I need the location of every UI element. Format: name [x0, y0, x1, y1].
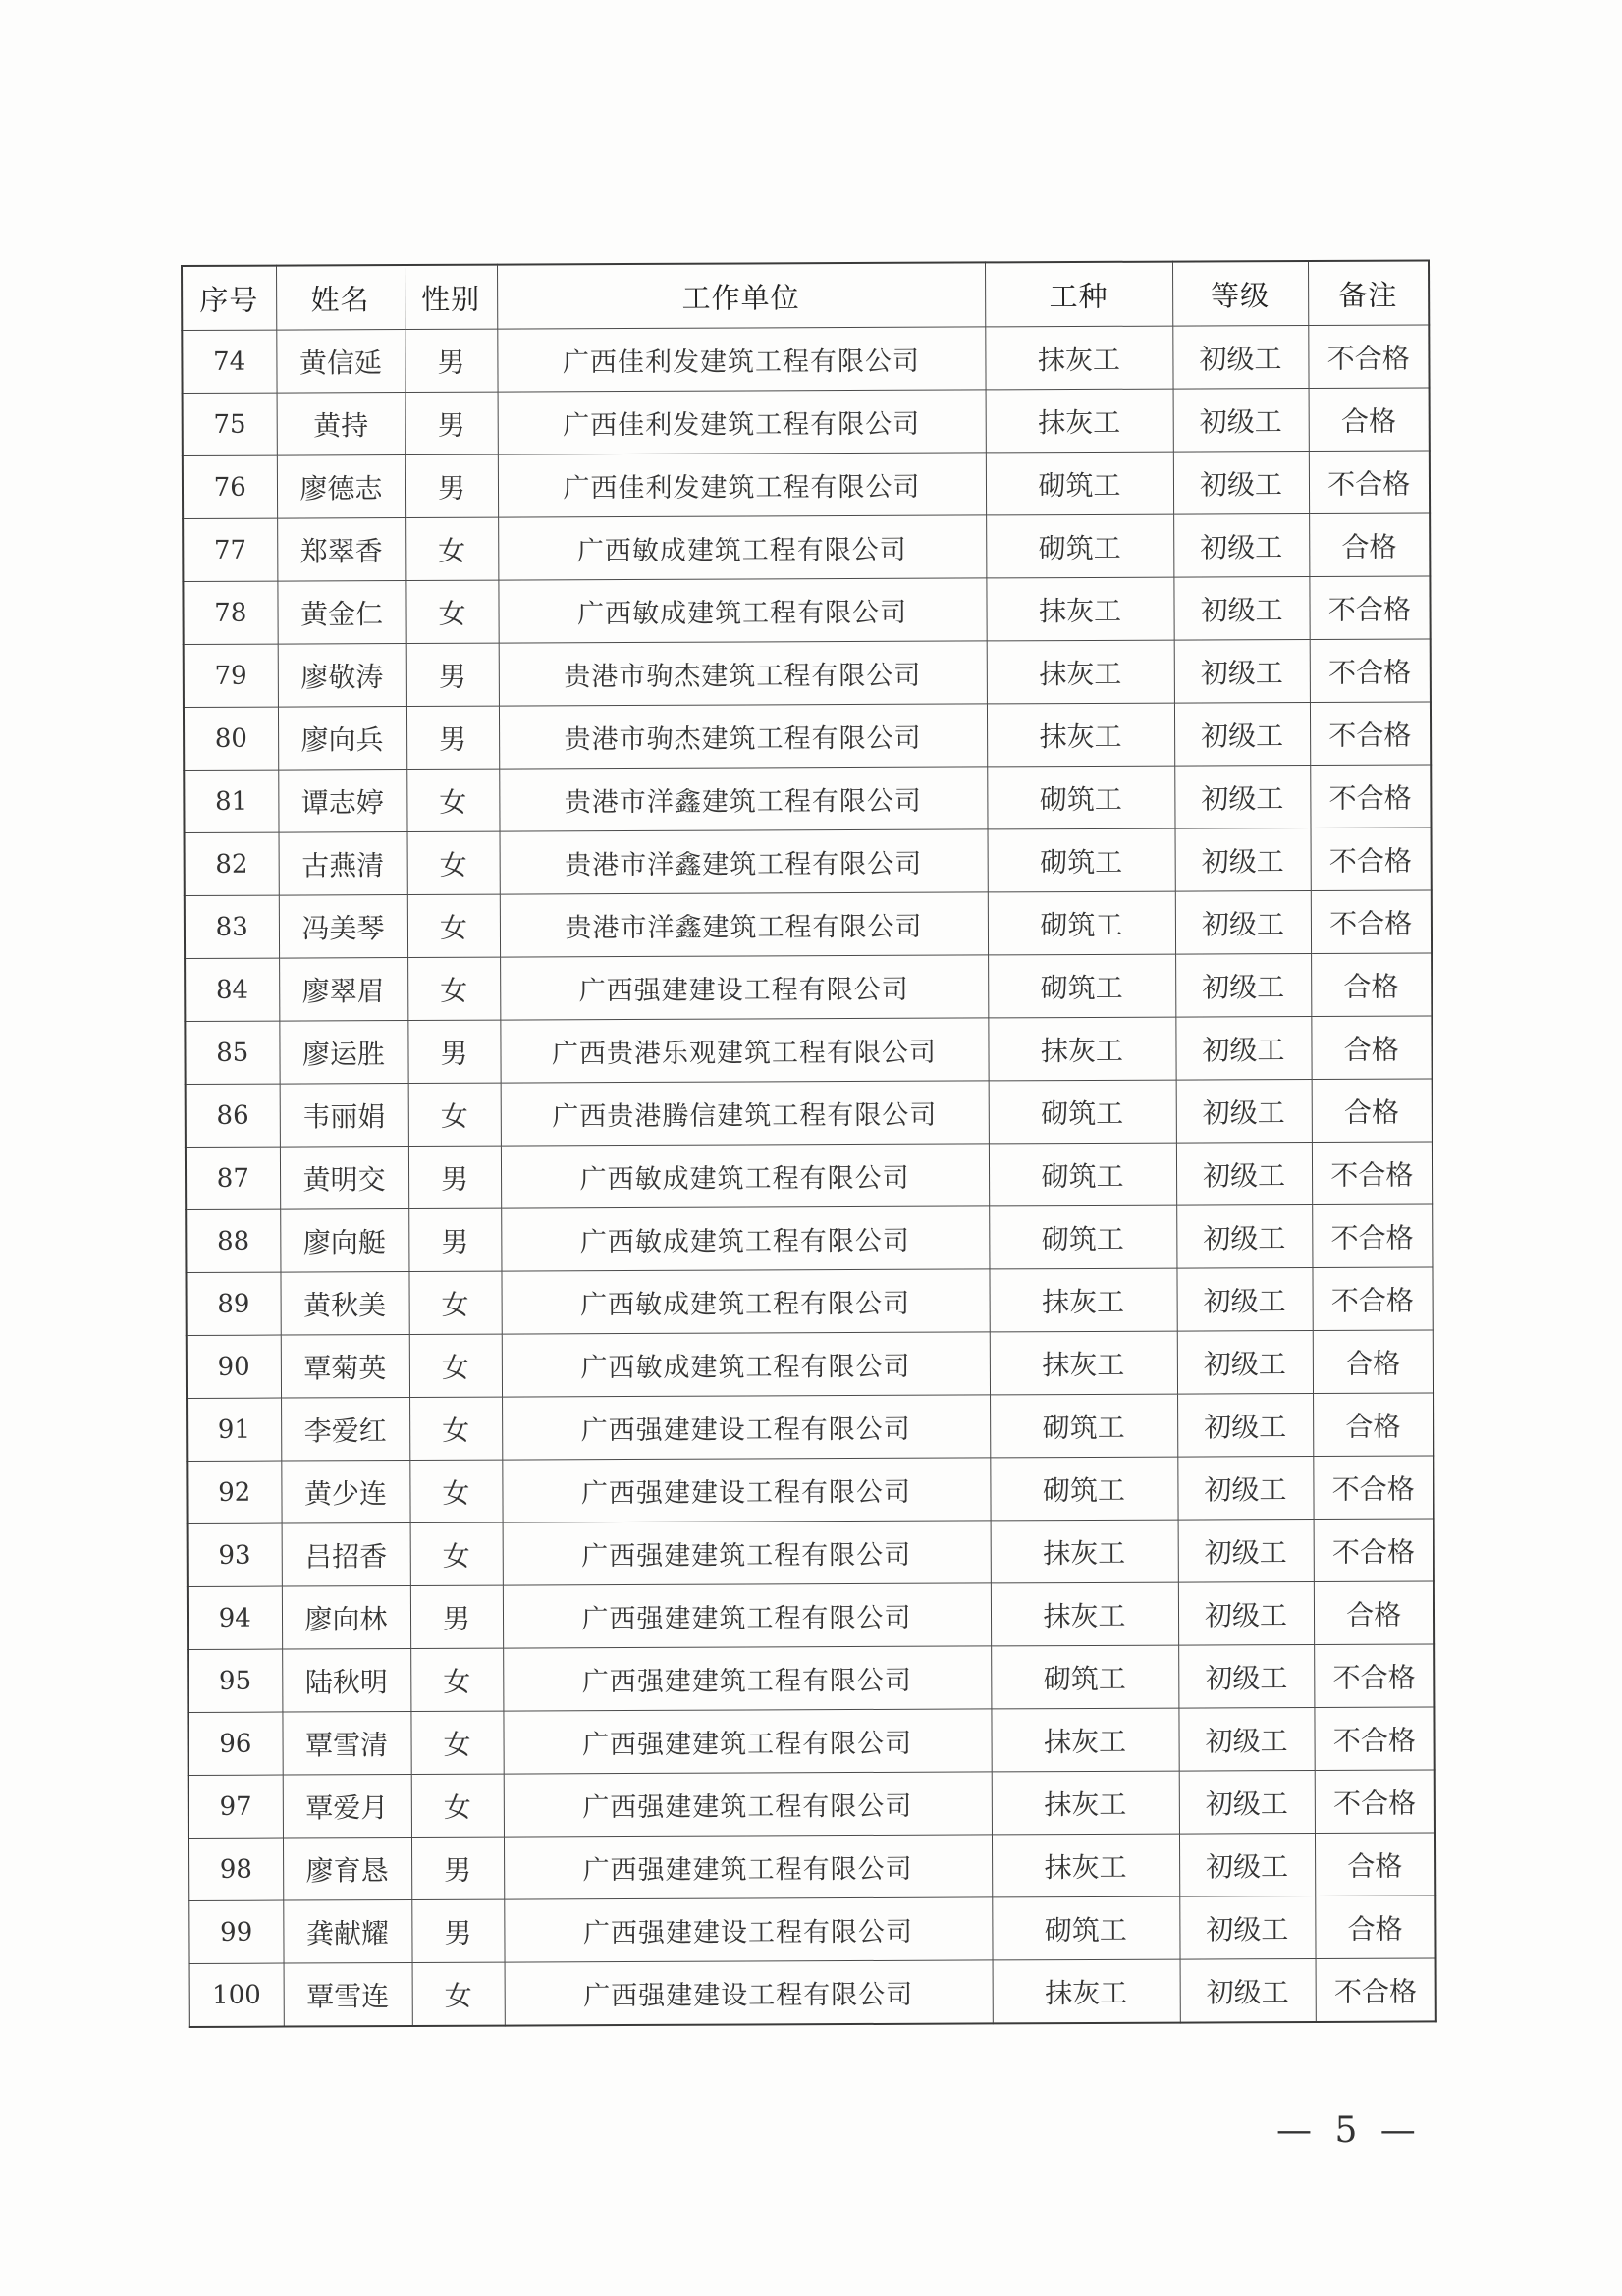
table-row	[184, 702, 1431, 771]
cell-serial: 76	[183, 455, 277, 518]
cell-trade: 砌筑工	[986, 452, 1173, 515]
cell-level: 初级工	[1175, 1016, 1311, 1080]
cell-serial: 80	[184, 707, 278, 770]
cell-remark: 不合格	[1316, 1958, 1436, 2022]
cell-name: 覃爱月	[283, 1774, 411, 1838]
cell-trade: 抹灰工	[986, 577, 1173, 641]
cell-gender: 男	[408, 1208, 501, 1271]
cell-trade: 砌筑工	[992, 1896, 1179, 1960]
header-work-unit: 工作单位	[497, 262, 985, 329]
cell-serial: 89	[186, 1272, 280, 1335]
cell-level: 初级工	[1180, 1958, 1316, 2022]
cell-name: 古燕清	[279, 831, 407, 895]
cell-level: 初级工	[1178, 1707, 1314, 1771]
cell-gender: 女	[407, 831, 500, 894]
cell-name: 黄少连	[281, 1460, 409, 1523]
cell-work-unit: 广西贵港腾信建筑工程有限公司	[501, 1081, 989, 1146]
cell-level: 初级工	[1174, 639, 1310, 703]
cell-level: 初级工	[1177, 1393, 1313, 1457]
cell-remark: 不合格	[1312, 1204, 1433, 1268]
cell-level: 初级工	[1176, 1142, 1312, 1205]
cell-serial: 82	[185, 832, 279, 895]
cell-level: 初级工	[1176, 1079, 1312, 1143]
cell-remark: 合格	[1311, 953, 1432, 1017]
cell-gender: 女	[410, 1648, 503, 1711]
cell-serial: 95	[188, 1649, 282, 1712]
cell-name: 陆秋明	[282, 1648, 410, 1712]
cell-trade: 砌筑工	[991, 1645, 1178, 1709]
cell-remark: 不合格	[1312, 1267, 1433, 1331]
cell-level: 初级工	[1175, 953, 1311, 1017]
cell-trade: 砌筑工	[987, 766, 1174, 829]
cell-work-unit: 贵港市洋鑫建筑工程有限公司	[500, 892, 988, 957]
cell-trade: 砌筑工	[990, 1394, 1177, 1458]
cell-remark: 不合格	[1311, 890, 1432, 954]
cell-serial: 83	[185, 895, 279, 958]
cell-work-unit: 贵港市驹杰建筑工程有限公司	[499, 641, 987, 706]
cell-serial: 97	[189, 1775, 283, 1838]
cell-remark: 不合格	[1314, 1519, 1434, 1582]
cell-gender: 女	[406, 769, 499, 831]
cell-name: 李爱红	[281, 1397, 409, 1461]
header-serial: 序号	[182, 266, 276, 331]
cell-trade: 砌筑工	[989, 1205, 1176, 1269]
table-row	[184, 765, 1431, 833]
table-row	[188, 1707, 1434, 1776]
cell-work-unit: 广西强建建筑工程有限公司	[503, 1646, 991, 1711]
cell-remark: 合格	[1309, 513, 1430, 577]
table-row	[189, 1958, 1436, 2027]
header-remark: 备注	[1308, 260, 1429, 325]
header-name: 姓名	[276, 265, 405, 330]
cell-trade: 抹灰工	[989, 1268, 1176, 1332]
cell-serial: 86	[186, 1084, 280, 1147]
cell-remark: 不合格	[1309, 451, 1430, 514]
cell-remark: 不合格	[1308, 325, 1429, 389]
cell-work-unit: 广西强建建设工程有限公司	[500, 955, 988, 1020]
table-row	[188, 1644, 1434, 1713]
cell-gender: 女	[411, 1774, 504, 1837]
cell-remark: 合格	[1312, 1079, 1433, 1143]
cell-serial: 91	[187, 1398, 281, 1461]
cell-name: 廖向林	[282, 1585, 410, 1649]
cell-work-unit: 广西强建建设工程有限公司	[502, 1395, 990, 1460]
cell-serial: 94	[188, 1586, 282, 1649]
table-row	[185, 890, 1432, 959]
cell-remark: 不合格	[1313, 1456, 1433, 1520]
cell-gender: 男	[406, 706, 499, 769]
cell-trade: 砌筑工	[988, 891, 1175, 955]
cell-name: 廖翠眉	[279, 957, 407, 1021]
cell-remark: 合格	[1315, 1896, 1435, 1959]
table-row	[189, 1833, 1435, 1901]
cell-trade: 砌筑工	[989, 1143, 1176, 1206]
cell-name: 冯美琴	[279, 894, 407, 958]
table-row	[185, 828, 1432, 896]
cell-work-unit: 广西敏成建筑工程有限公司	[501, 1144, 989, 1208]
cell-serial: 85	[185, 1021, 279, 1084]
cell-level: 初级工	[1179, 1770, 1315, 1834]
table-row	[185, 1016, 1432, 1085]
cell-remark: 不合格	[1312, 1142, 1433, 1205]
table-row	[187, 1456, 1433, 1524]
cell-remark: 不合格	[1314, 1644, 1434, 1708]
cell-level: 初级工	[1176, 1204, 1312, 1268]
cell-trade: 砌筑工	[986, 514, 1173, 578]
cell-name: 覃雪连	[284, 1962, 412, 2026]
cell-serial: 81	[184, 770, 278, 832]
cell-serial: 78	[183, 581, 277, 644]
cell-name: 郑翠香	[277, 518, 406, 582]
cell-remark: 不合格	[1315, 1770, 1435, 1834]
cell-gender: 女	[407, 894, 500, 957]
cell-name: 黄金仁	[277, 581, 406, 645]
table-row	[187, 1393, 1433, 1462]
cell-remark: 不合格	[1310, 765, 1431, 828]
cell-remark: 不合格	[1309, 576, 1430, 640]
cell-gender: 女	[409, 1397, 502, 1460]
cell-level: 初级工	[1176, 1267, 1312, 1331]
cell-serial: 96	[188, 1712, 282, 1775]
cell-gender: 女	[408, 1083, 501, 1146]
cell-name: 覃雪清	[282, 1711, 410, 1775]
cell-name: 谭志婷	[278, 770, 406, 833]
table-row	[186, 1079, 1433, 1148]
cell-trade: 砌筑工	[990, 1457, 1177, 1521]
page-number: — 5 —	[1276, 2110, 1422, 2151]
cell-gender: 男	[406, 454, 498, 517]
cell-remark: 不合格	[1310, 702, 1431, 766]
cell-work-unit: 广西佳利发建筑工程有限公司	[498, 453, 986, 517]
cell-work-unit: 广西贵港乐观建筑工程有限公司	[500, 1018, 988, 1083]
cell-serial: 90	[187, 1335, 281, 1398]
cell-level: 初级工	[1177, 1330, 1313, 1394]
table-row	[188, 1519, 1434, 1587]
cell-serial: 79	[184, 644, 278, 707]
cell-serial: 92	[187, 1461, 281, 1523]
cell-serial: 93	[188, 1523, 282, 1586]
cell-name: 韦丽娟	[280, 1083, 408, 1147]
cell-remark: 合格	[1314, 1581, 1434, 1645]
cell-work-unit: 广西敏成建筑工程有限公司	[501, 1269, 989, 1334]
table-row	[183, 388, 1430, 456]
cell-remark: 合格	[1309, 388, 1430, 452]
cell-work-unit: 广西敏成建筑工程有限公司	[501, 1206, 989, 1271]
table-body	[182, 325, 1436, 2027]
cell-gender: 女	[410, 1711, 503, 1774]
table-row	[184, 639, 1431, 708]
cell-name: 廖向艇	[280, 1208, 408, 1272]
cell-name: 黄明交	[280, 1146, 408, 1209]
table-row	[186, 1267, 1433, 1336]
cell-name: 龚献耀	[283, 1899, 411, 1963]
cell-trade: 抹灰工	[990, 1331, 1177, 1395]
cell-name: 廖敬涛	[278, 644, 406, 708]
cell-name: 廖向兵	[278, 707, 406, 771]
cell-name: 黄秋美	[280, 1271, 408, 1335]
cell-level: 初级工	[1173, 513, 1309, 577]
cell-gender: 女	[409, 1334, 502, 1397]
table-row	[186, 1204, 1433, 1273]
cell-remark: 合格	[1311, 1016, 1432, 1080]
cell-trade: 抹灰工	[986, 389, 1173, 453]
cell-trade: 抹灰工	[987, 640, 1174, 704]
cell-gender: 男	[407, 1020, 500, 1083]
cell-level: 初级工	[1172, 325, 1308, 389]
cell-name: 黄持	[277, 393, 406, 456]
table-row	[183, 576, 1430, 645]
roster-table	[181, 259, 1437, 2028]
cell-work-unit: 广西敏成建筑工程有限公司	[502, 1332, 990, 1397]
cell-trade: 抹灰工	[991, 1520, 1178, 1583]
table-row	[189, 1896, 1435, 1964]
cell-level: 初级工	[1174, 702, 1310, 766]
cell-gender: 男	[411, 1837, 504, 1899]
header-trade: 工种	[985, 262, 1172, 327]
cell-work-unit: 广西强建建筑工程有限公司	[503, 1583, 991, 1648]
cell-work-unit: 广西敏成建筑工程有限公司	[498, 515, 986, 580]
cell-name: 吕招香	[282, 1522, 410, 1586]
cell-level: 初级工	[1179, 1833, 1315, 1896]
cell-level: 初级工	[1175, 828, 1311, 891]
cell-serial: 88	[186, 1209, 280, 1272]
cell-trade: 砌筑工	[989, 1080, 1176, 1144]
cell-gender: 女	[409, 1460, 502, 1522]
cell-work-unit: 广西强建建筑工程有限公司	[504, 1772, 992, 1837]
cell-gender: 男	[406, 392, 498, 454]
cell-trade: 抹灰工	[987, 703, 1174, 767]
cell-remark: 合格	[1313, 1393, 1433, 1457]
cell-gender: 男	[405, 329, 497, 392]
cell-trade: 抹灰工	[992, 1834, 1179, 1897]
table-row	[188, 1581, 1434, 1650]
cell-gender: 女	[412, 1962, 505, 2026]
cell-level: 初级工	[1178, 1644, 1314, 1708]
cell-serial: 100	[189, 1963, 284, 2027]
cell-work-unit: 广西强建建设工程有限公司	[505, 1960, 993, 2026]
cell-serial: 84	[185, 958, 279, 1021]
cell-level: 初级工	[1178, 1581, 1314, 1645]
cell-trade: 抹灰工	[993, 1959, 1180, 2023]
table-row	[183, 451, 1430, 519]
cell-gender: 女	[408, 1271, 501, 1334]
cell-serial: 99	[189, 1900, 283, 1963]
cell-gender: 女	[407, 957, 500, 1020]
cell-serial: 98	[189, 1838, 283, 1900]
table-row	[185, 953, 1432, 1022]
cell-trade: 抹灰工	[992, 1771, 1179, 1835]
cell-serial: 74	[182, 330, 276, 393]
cell-serial: 87	[186, 1147, 280, 1209]
header-gender: 性别	[405, 265, 497, 330]
cell-gender: 女	[410, 1522, 503, 1585]
cell-trade: 抹灰工	[985, 326, 1172, 390]
cell-name: 廖育恳	[283, 1837, 411, 1900]
cell-level: 初级工	[1173, 576, 1309, 640]
cell-level: 初级工	[1173, 388, 1309, 452]
cell-name: 黄信延	[276, 330, 405, 394]
cell-level: 初级工	[1174, 765, 1310, 828]
cell-trade: 抹灰工	[991, 1708, 1178, 1772]
cell-work-unit: 广西佳利发建筑工程有限公司	[497, 327, 985, 392]
cell-remark: 合格	[1313, 1330, 1433, 1394]
cell-remark: 不合格	[1310, 639, 1431, 703]
cell-remark: 合格	[1315, 1833, 1435, 1896]
cell-gender: 男	[411, 1899, 504, 1962]
cell-work-unit: 广西强建建筑工程有限公司	[504, 1835, 992, 1899]
cell-serial: 77	[183, 518, 277, 581]
cell-work-unit: 广西强建建筑工程有限公司	[503, 1521, 991, 1585]
table-row	[187, 1330, 1433, 1399]
cell-trade: 抹灰工	[988, 1017, 1175, 1081]
cell-level: 初级工	[1175, 890, 1311, 954]
cell-work-unit: 贵港市洋鑫建筑工程有限公司	[499, 767, 987, 831]
cell-work-unit: 广西强建建筑工程有限公司	[503, 1709, 991, 1774]
cell-trade: 砌筑工	[988, 828, 1175, 892]
cell-trade: 砌筑工	[988, 954, 1175, 1018]
cell-gender: 女	[406, 580, 498, 643]
cell-work-unit: 贵港市驹杰建筑工程有限公司	[499, 704, 987, 769]
header-row	[182, 260, 1429, 330]
cell-serial: 75	[183, 393, 277, 455]
cell-work-unit: 广西强建建设工程有限公司	[502, 1458, 990, 1522]
cell-remark: 不合格	[1314, 1707, 1434, 1771]
cell-work-unit: 贵港市洋鑫建筑工程有限公司	[500, 829, 988, 894]
cell-level: 初级工	[1179, 1896, 1315, 1959]
cell-work-unit: 广西佳利发建筑工程有限公司	[498, 390, 986, 454]
cell-name: 廖运胜	[279, 1020, 407, 1084]
cell-gender: 男	[410, 1585, 503, 1648]
table-row	[186, 1142, 1433, 1210]
table-row	[189, 1770, 1435, 1839]
cell-gender: 男	[406, 643, 499, 706]
cell-work-unit: 广西敏成建筑工程有限公司	[498, 578, 986, 643]
cell-gender: 女	[406, 517, 498, 580]
table-header	[182, 260, 1429, 330]
cell-name: 覃菊英	[281, 1334, 409, 1398]
cell-remark: 不合格	[1311, 828, 1432, 891]
cell-trade: 抹灰工	[991, 1582, 1178, 1646]
table-row	[182, 325, 1429, 394]
cell-name: 廖德志	[277, 455, 406, 519]
cell-level: 初级工	[1178, 1519, 1314, 1582]
cell-level: 初级工	[1173, 451, 1309, 514]
header-level: 等级	[1172, 261, 1308, 326]
table-row	[183, 513, 1430, 582]
cell-work-unit: 广西强建建设工程有限公司	[504, 1897, 992, 1962]
cell-gender: 男	[408, 1146, 501, 1208]
cell-level: 初级工	[1177, 1456, 1313, 1520]
